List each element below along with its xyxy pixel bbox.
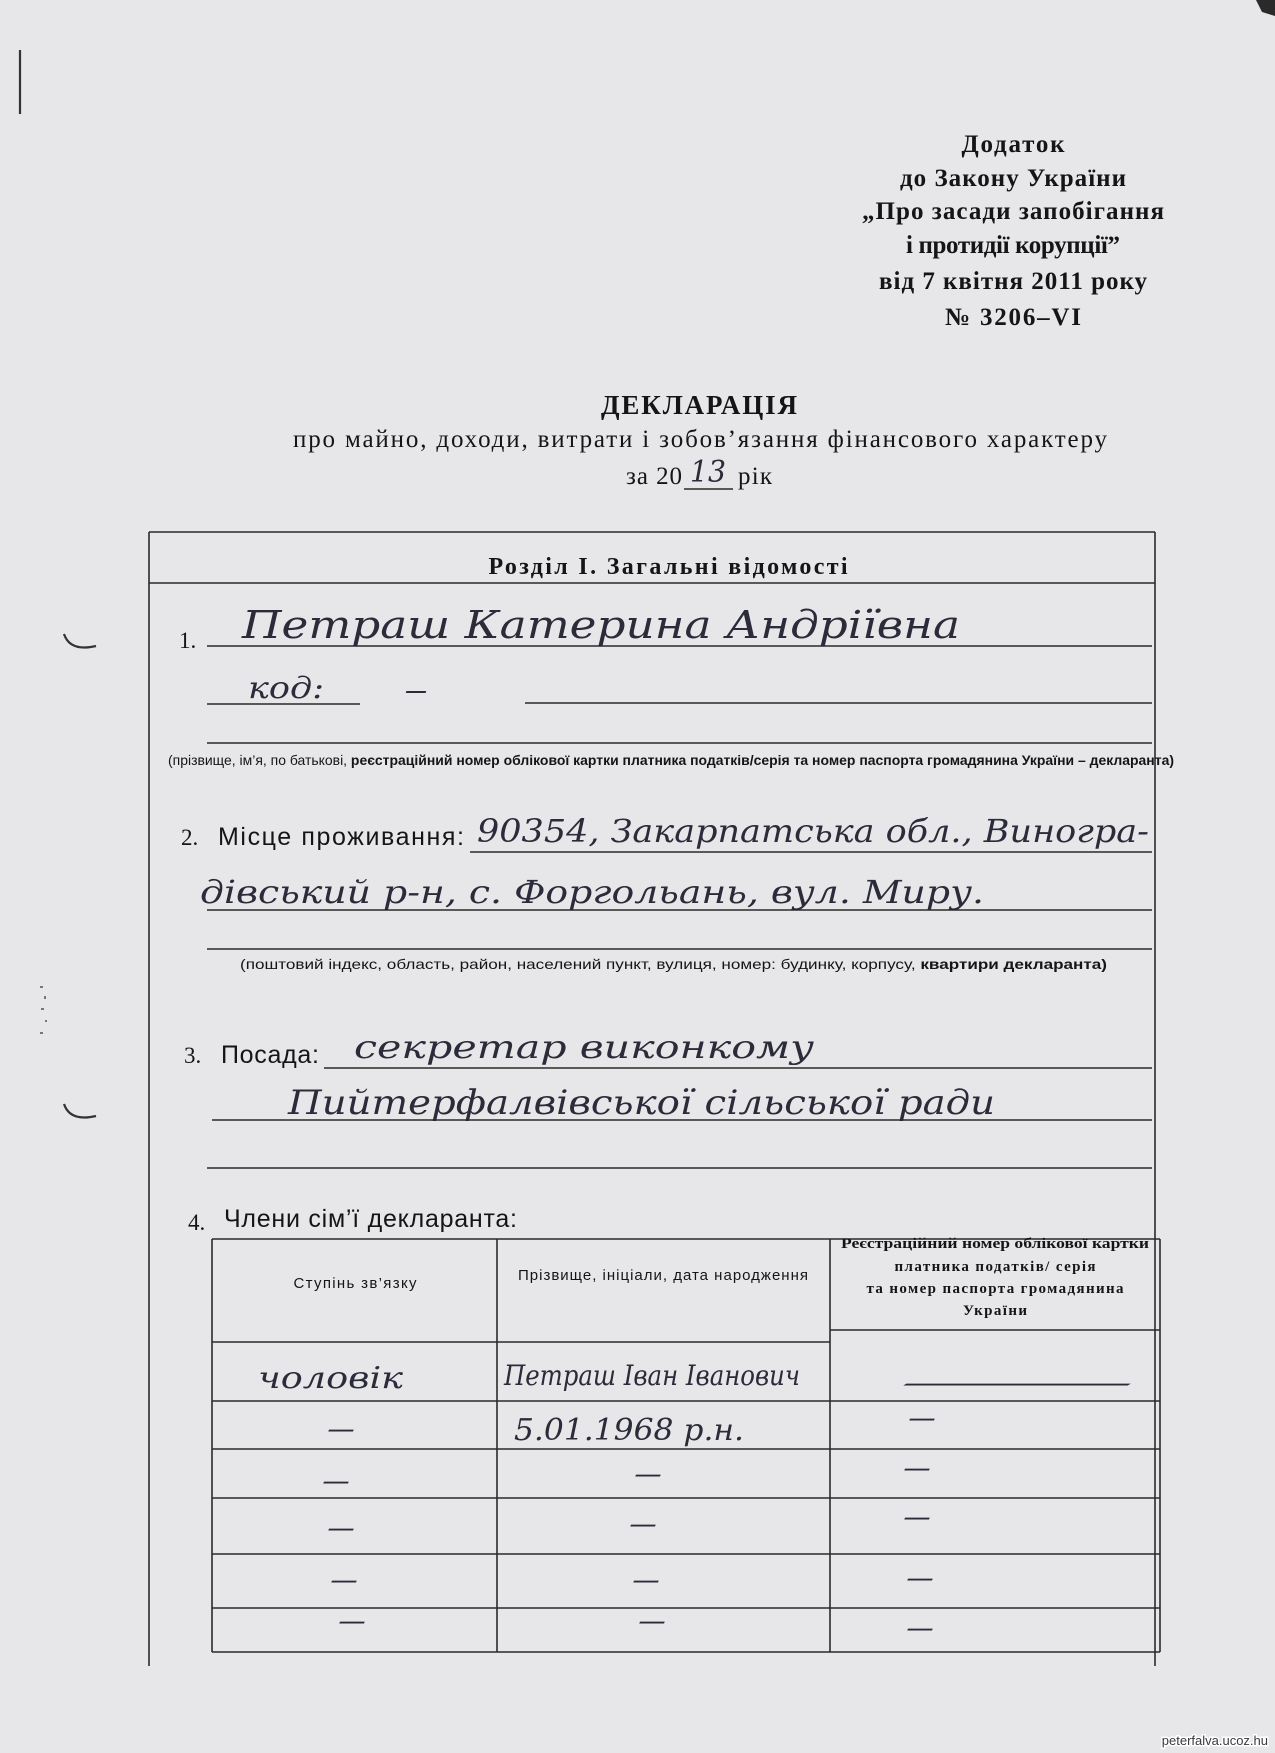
table-header-registration bbox=[841, 1236, 1149, 1319]
name-cell: Петраш Іван Іванович bbox=[503, 1359, 800, 1392]
table-header-relation: Ступінь зв’язку bbox=[293, 1275, 417, 1292]
item-number: 2. bbox=[181, 825, 199, 850]
table-header-line: Реєстраційний номер облікової картки bbox=[841, 1236, 1150, 1252]
name-cell: – bbox=[637, 1604, 667, 1637]
caption-bold: квартири декларанта) bbox=[920, 956, 1074, 972]
relation-cell: – bbox=[326, 1511, 356, 1544]
registration-cell: — bbox=[894, 1366, 1140, 1399]
registration-cell: – bbox=[905, 1561, 935, 1594]
annex-line: Додаток bbox=[961, 131, 1065, 158]
site-watermark: peterfalva.ucoz.hu bbox=[1161, 1733, 1268, 1748]
relation-cell: чоловік bbox=[258, 1361, 404, 1396]
annex-line: до Закону України bbox=[900, 165, 1126, 192]
family-label: Члени сім’ї декларанта: bbox=[224, 1205, 517, 1233]
field-caption bbox=[240, 956, 1107, 972]
declaration-subtitle: про майно, доходи, витрати і зобов’язання фінансового характеру bbox=[293, 426, 1107, 453]
item-2-residence bbox=[181, 812, 1152, 972]
family-table bbox=[212, 1236, 1160, 1652]
declarant-name-handwritten: Петраш Катерина Андріївна bbox=[240, 603, 960, 647]
item-number: 3. bbox=[184, 1043, 202, 1068]
item-1-name bbox=[168, 603, 1177, 768]
scan-artifact-corner bbox=[1256, 0, 1275, 16]
relation-cell: – bbox=[337, 1604, 367, 1637]
item-number: 4. bbox=[188, 1210, 206, 1235]
year-handwritten: 13 bbox=[690, 455, 726, 490]
caption-plain: (прізвище, ім’я, по батькові, bbox=[168, 752, 352, 768]
table-row bbox=[329, 1561, 935, 1596]
annex-line: від 7 квітня 2011 року bbox=[879, 268, 1147, 295]
table-header-name: Прізвище, ініціали, дата народження bbox=[518, 1267, 808, 1284]
registration-cell: – bbox=[902, 1500, 932, 1533]
name-cell: 5.01.1968 р.н. bbox=[514, 1413, 744, 1448]
name-cell: – bbox=[631, 1563, 661, 1596]
declaration-heading bbox=[293, 390, 1108, 490]
year-word: рік bbox=[738, 463, 772, 490]
name-cell: – bbox=[633, 1457, 663, 1490]
registration-cell: – bbox=[902, 1451, 932, 1484]
annex-line: „Про засади запобігання bbox=[862, 198, 1164, 225]
position-line-1-handwritten: секретар виконкому bbox=[354, 1028, 815, 1066]
address-line-2-handwritten: дівський р-н, с. Форгольань, вул. Миру. bbox=[200, 873, 984, 911]
annex-line: і протидії корупції” bbox=[906, 232, 1120, 259]
registration-cell: – bbox=[907, 1401, 937, 1434]
declaration-title: ДЕКЛАРАЦІЯ bbox=[601, 390, 797, 420]
annex-line: № 3206–VI bbox=[945, 304, 1081, 331]
table-row bbox=[321, 1451, 932, 1497]
table-header-line: та номер паспорта громадянина bbox=[866, 1281, 1124, 1297]
table-header-line: платника податків/ серія bbox=[894, 1259, 1096, 1275]
registration-cell: – bbox=[905, 1611, 935, 1644]
table-row bbox=[337, 1604, 935, 1644]
table-row bbox=[326, 1401, 937, 1448]
table-row bbox=[326, 1500, 932, 1544]
relation-cell: – bbox=[329, 1563, 359, 1596]
relation-cell: – bbox=[326, 1412, 356, 1445]
scan-artifact-curve bbox=[64, 634, 96, 648]
caption-plain: (поштовий індекс, область, район, населений пункт, вулиця, номер: будинку, корпусу, bbox=[240, 956, 797, 972]
section-title: Розділ І. Загальні відомості bbox=[488, 554, 848, 580]
code-value-handwritten: – bbox=[404, 673, 428, 708]
position-label: Посада: bbox=[221, 1041, 319, 1069]
address-line-1-handwritten: 90354, Закарпатська обл., Виногра- bbox=[477, 812, 1149, 850]
residence-label: Місце проживання: bbox=[218, 823, 464, 851]
position-line-2-handwritten: Пийтерфалвівської сільської ради bbox=[286, 1083, 995, 1123]
item-3-position bbox=[184, 1028, 1152, 1168]
relation-cell: – bbox=[321, 1464, 351, 1497]
field-caption bbox=[168, 752, 1177, 768]
table-row bbox=[258, 1359, 1140, 1399]
year-prefix: за 20 bbox=[626, 463, 682, 490]
item-number: 1. bbox=[179, 628, 197, 653]
caption-bold: реєстраційний номер облікової картки платника податків/серія та номер паспорта громадянина України – декларанта) bbox=[350, 752, 1177, 768]
scan-artifact-dots bbox=[40, 986, 47, 1034]
table-header-line: України bbox=[963, 1303, 1027, 1319]
scan-artifact-curve bbox=[64, 1104, 96, 1118]
code-label-handwritten: код: bbox=[248, 671, 324, 706]
item-4-family bbox=[188, 1205, 1160, 1652]
name-cell: – bbox=[628, 1507, 658, 1540]
annex-block bbox=[862, 131, 1164, 331]
